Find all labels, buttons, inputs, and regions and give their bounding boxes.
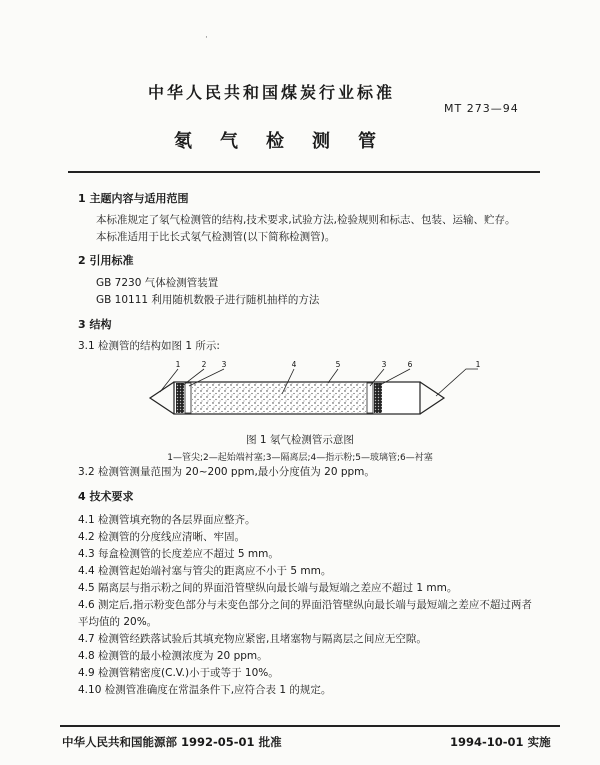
callout-label: 5 xyxy=(335,360,341,369)
end-plug xyxy=(374,383,382,413)
callout-label: 4 xyxy=(291,360,297,369)
clause-4-6: 4.6 测定后,指示粉变色部分与未变色部分之间的界面沿管壁纵向最长端与最短端之差应不超过两者 xyxy=(78,599,532,611)
clause-4-9: 4.9 检测管精密度(C.V.)小于或等于 10%。 xyxy=(78,667,279,679)
standard-code: MT 273—94 xyxy=(444,102,519,115)
indicator-powder xyxy=(192,383,366,413)
section-4-heading: 4 技术要求 xyxy=(78,490,134,503)
figure-legend: 1—管尖;2—起始端衬塞;3—隔离层;4—指示粉;5—玻璃管;6—衬塞 xyxy=(167,453,433,463)
right-tube-tip xyxy=(420,382,444,414)
clause-4-7: 4.7 检测管经跌落试验后其填充物应紧密,且堵塞物与隔离层之间应无空隙。 xyxy=(78,633,427,645)
clause-3-1: 3.1 检测管的结构如图 1 所示: xyxy=(78,340,220,352)
approval-date: 中华人民共和国能源部 1992-05-01 批准 xyxy=(62,735,282,749)
callout-label: 6 xyxy=(407,360,413,369)
clause-4-4: 4.4 检测管起始端衬塞与管尖的距离应不小于 5 mm。 xyxy=(78,565,332,577)
detection-tube-diagram xyxy=(140,360,490,430)
clause-4-2: 4.2 检测管的分度线应清晰、牢固。 xyxy=(78,531,246,543)
section-1-heading: 1 主题内容与适用范围 xyxy=(78,192,189,205)
callout-label: 3 xyxy=(221,360,227,369)
callout-label: 1 xyxy=(475,360,481,369)
document-title: 氡气检测管 xyxy=(174,131,404,152)
clause-4-5: 4.5 隔离层与指示粉之间的界面沿管壁纵向最长端与最短端之差应不超过 1 mm。 xyxy=(78,582,458,594)
effective-date: 1994-10-01 实施 xyxy=(450,735,551,749)
clause-3-2: 3.2 检测管测量范围为 20~200 ppm,最小分度值为 20 ppm。 xyxy=(78,466,375,478)
clause-4-6-continued: 平均值的 20%。 xyxy=(78,616,158,628)
leader-line-tip-right xyxy=(436,369,478,396)
start-end-plug xyxy=(176,383,184,413)
reference-gb7230: GB 7230 气体检测管装置 xyxy=(96,277,219,289)
left-tube-tip xyxy=(150,382,174,414)
issuing-organization: 中华人民共和国煤炭行业标准 xyxy=(148,83,396,102)
callout-label: 1 xyxy=(175,360,181,369)
section-1-paragraph-1: 本标准规定了氡气检测管的结构,技术要求,试验方法,检验规则和标志、包装、运输、贮存。 xyxy=(96,214,516,226)
reference-gb10111: GB 10111 利用随机数骰子进行随机抽样的方法 xyxy=(96,294,320,306)
clause-4-3: 4.3 每盒检测管的长度差应不超过 5 mm。 xyxy=(78,548,279,560)
callout-label: 3 xyxy=(381,360,387,369)
separation-layer-left xyxy=(185,383,191,413)
clause-4-8: 4.8 检测管的最小检测浓度为 20 ppm。 xyxy=(78,650,268,662)
leader-line-glass-tube xyxy=(328,369,338,383)
section-1-paragraph-2: 本标准适用于比长式氡气检测管(以下简称检测管)。 xyxy=(96,231,336,243)
footer-rule xyxy=(60,725,560,727)
section-3-heading: 3 结构 xyxy=(78,318,112,331)
clause-4-1: 4.1 检测管填充物的各层界面应整齐。 xyxy=(78,514,256,526)
header-rule xyxy=(68,171,540,173)
callout-label: 2 xyxy=(201,360,207,369)
separation-layer-right xyxy=(367,383,373,413)
stray-mark: · xyxy=(205,33,208,43)
section-2-heading: 2 引用标准 xyxy=(78,254,134,267)
figure-caption: 图 1 氡气检测管示意图 xyxy=(246,434,354,446)
clause-4-10: 4.10 检测管准确度在常温条件下,应符合表 1 的规定。 xyxy=(78,684,332,696)
